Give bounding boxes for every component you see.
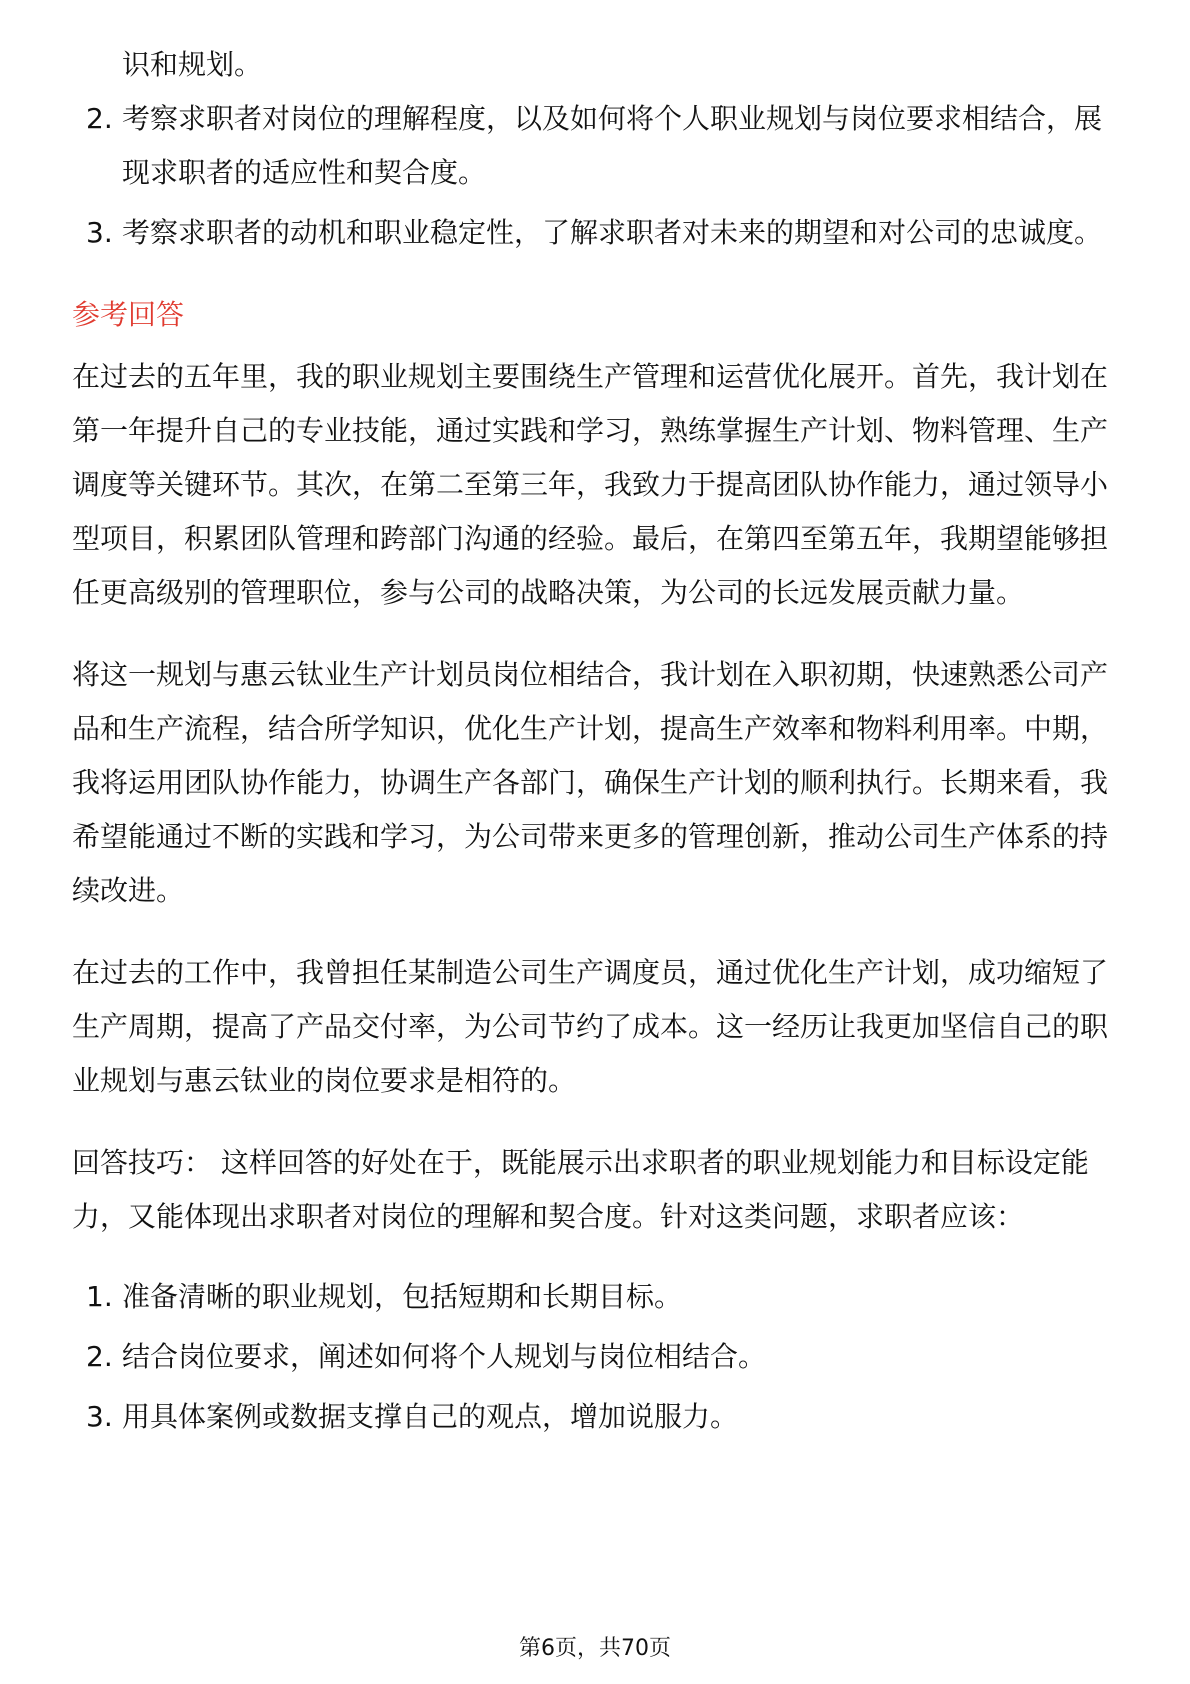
answer-paragraph: 将这一规划与惠云钛业生产计划员岗位相结合，我计划在入职初期，快速熟悉公司产品和生产流程，结合所学知识，优化生产计划，提高生产效率和物料利用率。中期，我将运用团队协作能力，协调生产各部门，确保生产计划的顺利执行。长期来看，我希望能通过不断的实践和学习，为公司带来更多的管理创新，推动公司生产体系的持续改进。 bbox=[72, 658, 1109, 907]
list-item-text: 考察求职者对岗位的理解程度，以及如何将个人职业规划与岗位要求相结合，展现求职者的适应性和契合度。 bbox=[122, 102, 1103, 189]
list-item bbox=[72, 1390, 1122, 1444]
list-item-text: 考察求职者的动机和职业稳定性，了解求职者对未来的期望和对公司的忠诚度。 bbox=[122, 216, 1103, 249]
list-number: 2. bbox=[86, 102, 113, 135]
list-item-text: 准备清晰的职业规划，包括短期和长期目标。 bbox=[122, 1280, 683, 1313]
answer-paragraph: 在过去的工作中，我曾担任某制造公司生产调度员，通过优化生产计划，成功缩短了生产周期，提高了产品交付率，为公司节约了成本。这一经历让我更加坚信自己的职业规划与惠云钛业的岗位要求是相符的。 bbox=[72, 956, 1109, 1097]
purpose-list bbox=[72, 92, 1122, 260]
list-number: 3. bbox=[86, 216, 113, 249]
list-item bbox=[72, 92, 1122, 200]
intro-continuation: 识和规划。 bbox=[122, 48, 263, 81]
list-number: 3. bbox=[86, 1400, 113, 1433]
page-content bbox=[72, 38, 1122, 1450]
list-item bbox=[72, 206, 1122, 260]
list-item-text: 结合岗位要求，阐述如何将个人规划与岗位相结合。 bbox=[122, 1340, 767, 1373]
list-number: 2. bbox=[86, 1340, 113, 1373]
answer-tips: 回答技巧： 这样回答的好处在于，既能展示出求职者的职业规划能力和目标设定能力，又能体现出求职者对岗位的理解和契合度。针对这类问题，求职者应该： bbox=[72, 1146, 1089, 1233]
list-item-text: 用具体案例或数据支撑自己的观点，增加说服力。 bbox=[122, 1400, 739, 1433]
reference-answer-title: 参考回答 bbox=[72, 298, 185, 331]
list-item bbox=[72, 1330, 1122, 1384]
tips-list bbox=[72, 1270, 1122, 1444]
list-number: 1. bbox=[86, 1280, 113, 1313]
page-footer: 第6页，共70页 bbox=[519, 1636, 671, 1661]
answer-paragraph: 在过去的五年里，我的职业规划主要围绕生产管理和运营优化展开。首先，我计划在第一年提升自己的专业技能，通过实践和学习，熟练掌握生产计划、物料管理、生产调度等关键环节。其次，在第二至第三年，我致力于提高团队协作能力，通过领导小型项目，积累团队管理和跨部门沟通的经验。最后，在第四至第五年，我期望能够担任更高级别的管理职位，参与公司的战略决策，为公司的长远发展贡献力量。 bbox=[72, 360, 1109, 609]
list-item bbox=[72, 1270, 1122, 1324]
